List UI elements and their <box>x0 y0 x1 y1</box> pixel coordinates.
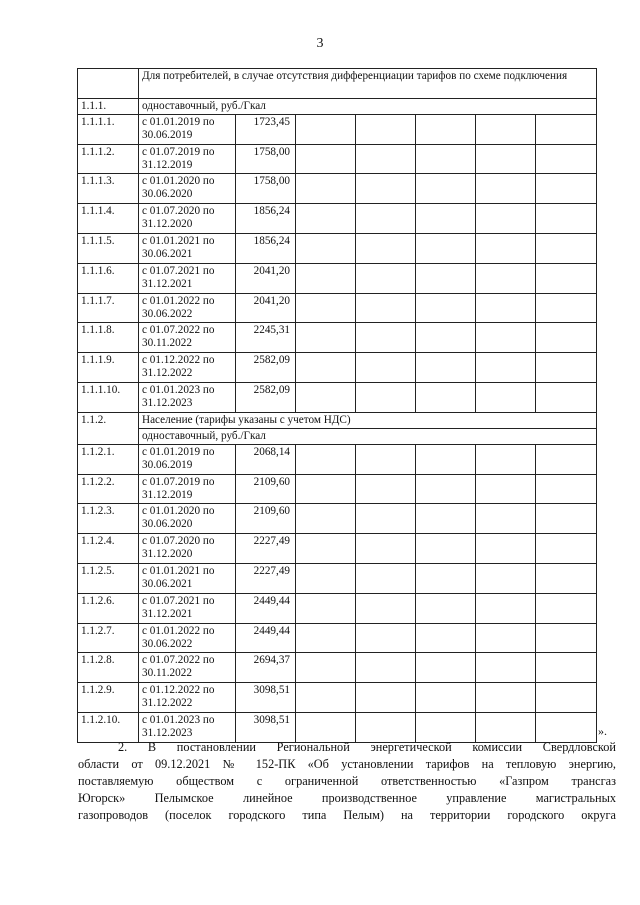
tariff-table <box>77 68 597 743</box>
empty-cell <box>536 114 597 144</box>
empty-cell <box>296 474 356 504</box>
row-value: 2109,60 <box>236 504 296 534</box>
empty-cell <box>356 444 416 474</box>
empty-cell <box>296 233 356 263</box>
empty-cell <box>416 474 476 504</box>
empty-cell <box>476 504 536 534</box>
empty-cell <box>356 204 416 234</box>
row-value: 2041,20 <box>236 263 296 293</box>
empty-cell <box>416 144 476 174</box>
empty-cell <box>416 593 476 623</box>
empty-cell <box>296 204 356 234</box>
row-period: с 01.01.2020 по 30.06.2020 <box>139 174 236 204</box>
empty-cell <box>296 174 356 204</box>
empty-cell <box>536 444 597 474</box>
empty-cell <box>296 653 356 683</box>
empty-cell <box>416 623 476 653</box>
table-row <box>78 653 597 683</box>
row-period: с 01.01.2021 по 30.06.2021 <box>139 233 236 263</box>
row-code: 1.1.2.8. <box>78 653 139 683</box>
row-period: с 01.01.2019 по 30.06.2019 <box>139 444 236 474</box>
empty-cell <box>536 683 597 713</box>
table-row <box>78 712 597 742</box>
empty-cell <box>476 382 536 412</box>
row-period: с 01.01.2023 по 31.12.2023 <box>139 712 236 742</box>
empty-cell <box>296 382 356 412</box>
group-code: 1.1.1. <box>78 98 139 114</box>
section-header-row <box>78 69 597 99</box>
table-row <box>78 263 597 293</box>
row-code: 1.1.1.1. <box>78 114 139 144</box>
empty-cell <box>476 534 536 564</box>
empty-cell <box>476 174 536 204</box>
empty-cell <box>356 293 416 323</box>
empty-cell <box>296 353 356 383</box>
row-code: 1.1.1.2. <box>78 144 139 174</box>
row-code: 1.1.2.9. <box>78 683 139 713</box>
row-code: 1.1.1.4. <box>78 204 139 234</box>
empty-cell <box>416 534 476 564</box>
table-row <box>78 174 597 204</box>
row-code: 1.1.1.6. <box>78 263 139 293</box>
empty-cell <box>416 263 476 293</box>
empty-cell <box>536 712 597 742</box>
table-row <box>78 474 597 504</box>
empty-cell <box>416 382 476 412</box>
row-period: с 01.07.2019 по 31.12.2019 <box>139 144 236 174</box>
empty-cell <box>476 683 536 713</box>
row-period: с 01.12.2022 по 31.12.2022 <box>139 353 236 383</box>
empty-cell <box>296 444 356 474</box>
empty-cell <box>296 683 356 713</box>
row-code: 1.1.2.3. <box>78 504 139 534</box>
empty-cell <box>476 293 536 323</box>
empty-cell <box>356 323 416 353</box>
row-code: 1.1.1.8. <box>78 323 139 353</box>
section-header: Для потребителей, в случае отсутствия дифференциации тарифов по схеме подключения <box>139 69 597 99</box>
empty-cell <box>476 712 536 742</box>
empty-cell <box>476 323 536 353</box>
closing-quote: ». <box>598 724 607 738</box>
empty-cell <box>416 233 476 263</box>
empty-cell <box>356 683 416 713</box>
empty-cell <box>416 293 476 323</box>
table-row <box>78 293 597 323</box>
empty-cell <box>356 504 416 534</box>
empty-cell <box>476 144 536 174</box>
empty-cell <box>416 504 476 534</box>
row-period: с 01.07.2022 по 30.11.2022 <box>139 653 236 683</box>
row-code: 1.1.1.3. <box>78 174 139 204</box>
row-period: с 01.01.2021 по 30.06.2021 <box>139 563 236 593</box>
empty-cell <box>536 623 597 653</box>
empty-cell <box>416 114 476 144</box>
empty-cell <box>356 474 416 504</box>
table-row <box>78 382 597 412</box>
empty-cell <box>416 683 476 713</box>
row-value: 2582,09 <box>236 353 296 383</box>
row-period: с 01.01.2023 по 31.12.2023 <box>139 382 236 412</box>
empty-cell <box>296 323 356 353</box>
empty-cell <box>356 593 416 623</box>
row-value: 2068,14 <box>236 444 296 474</box>
empty-cell <box>356 534 416 564</box>
empty-cell <box>476 474 536 504</box>
empty-cell <box>536 293 597 323</box>
empty-cell <box>296 563 356 593</box>
empty-cell <box>476 593 536 623</box>
paragraph-line: Югорск» Пелымское линейное производственное управление магистральных <box>78 791 616 805</box>
table-row <box>78 204 597 234</box>
empty-cell <box>536 174 597 204</box>
row-value: 2694,37 <box>236 653 296 683</box>
row-code: 1.1.2.5. <box>78 563 139 593</box>
empty-cell <box>356 114 416 144</box>
empty-cell <box>356 233 416 263</box>
page-number: 3 <box>316 36 324 51</box>
empty-cell <box>296 534 356 564</box>
table-row <box>78 683 597 713</box>
empty-cell <box>296 504 356 534</box>
row-value: 2227,49 <box>236 563 296 593</box>
empty-cell <box>476 653 536 683</box>
row-code: 1.1.2.4. <box>78 534 139 564</box>
row-period: с 01.07.2021 по 31.12.2021 <box>139 593 236 623</box>
table-row <box>78 623 597 653</box>
table-row <box>78 563 597 593</box>
row-code: 1.1.2.2. <box>78 474 139 504</box>
group-code: 1.1.2. <box>78 412 139 444</box>
paragraph-line: газопроводов (поселок городского типа Пелым) на территории городского округа <box>78 808 616 822</box>
empty-cell <box>416 204 476 234</box>
row-period: с 01.07.2019 по 31.12.2019 <box>139 474 236 504</box>
empty-cell <box>536 263 597 293</box>
empty-cell <box>476 263 536 293</box>
empty-cell <box>536 144 597 174</box>
row-period: с 01.01.2020 по 30.06.2020 <box>139 504 236 534</box>
table-row <box>78 144 597 174</box>
empty-cell <box>476 623 536 653</box>
empty-cell <box>296 293 356 323</box>
empty-cell <box>536 504 597 534</box>
row-value: 1723,45 <box>236 114 296 144</box>
body-paragraph <box>78 739 616 824</box>
table-row <box>78 233 597 263</box>
empty-cell <box>416 323 476 353</box>
empty-cell <box>296 114 356 144</box>
row-period: с 01.07.2020 по 31.12.2020 <box>139 534 236 564</box>
empty-cell <box>356 382 416 412</box>
paragraph-line: 2. В постановлении Региональной энергетической комиссии Свердловской <box>118 740 616 754</box>
table-row <box>78 593 597 623</box>
empty-cell <box>356 144 416 174</box>
empty-cell <box>416 353 476 383</box>
row-code: 1.1.2.10. <box>78 712 139 742</box>
empty-cell <box>416 174 476 204</box>
empty-cell <box>536 653 597 683</box>
table-row <box>78 353 597 383</box>
table-row <box>78 534 597 564</box>
empty-cell <box>536 563 597 593</box>
empty-cell <box>536 534 597 564</box>
row-value: 2041,20 <box>236 293 296 323</box>
paragraph-line: поставляемую обществом с ограниченной ответственностью «Газпром трансгаз <box>78 774 616 788</box>
empty-cell <box>416 444 476 474</box>
empty-cell <box>476 114 536 144</box>
row-value: 3098,51 <box>236 683 296 713</box>
group-title: Население (тарифы указаны с учетом НДС) <box>139 412 597 428</box>
table-row <box>78 323 597 353</box>
empty-cell <box>476 204 536 234</box>
row-period: с 01.12.2022 по 31.12.2022 <box>139 683 236 713</box>
empty-cell <box>536 382 597 412</box>
group-subtitle: одноставочный, руб./Гкал <box>139 428 597 444</box>
group-row <box>78 412 597 428</box>
empty-cell <box>416 712 476 742</box>
row-value: 2109,60 <box>236 474 296 504</box>
empty-cell <box>296 144 356 174</box>
empty-cell <box>476 563 536 593</box>
group-row <box>78 98 597 114</box>
row-code: 1.1.1.10. <box>78 382 139 412</box>
row-code: 1.1.2.6. <box>78 593 139 623</box>
blank-code-cell <box>78 69 139 99</box>
group-title: одноставочный, руб./Гкал <box>139 98 597 114</box>
empty-cell <box>296 623 356 653</box>
empty-cell <box>356 263 416 293</box>
empty-cell <box>416 653 476 683</box>
empty-cell <box>476 233 536 263</box>
empty-cell <box>296 263 356 293</box>
empty-cell <box>356 712 416 742</box>
group-subrow <box>78 428 597 444</box>
row-value: 2245,31 <box>236 323 296 353</box>
row-value: 2582,09 <box>236 382 296 412</box>
empty-cell <box>536 323 597 353</box>
row-value: 1758,00 <box>236 144 296 174</box>
row-period: с 01.07.2022 по 30.11.2022 <box>139 323 236 353</box>
row-code: 1.1.1.5. <box>78 233 139 263</box>
table-row <box>78 504 597 534</box>
row-value: 1856,24 <box>236 204 296 234</box>
empty-cell <box>356 563 416 593</box>
paragraph-line: области от 09.12.2021 № 152-ПК «Об установлении тарифов на тепловую энергию, <box>78 757 616 771</box>
table-row <box>78 444 597 474</box>
row-code: 1.1.2.7. <box>78 623 139 653</box>
row-value: 2227,49 <box>236 534 296 564</box>
row-period: с 01.01.2022 по 30.06.2022 <box>139 293 236 323</box>
row-code: 1.1.1.9. <box>78 353 139 383</box>
row-code: 1.1.2.1. <box>78 444 139 474</box>
empty-cell <box>296 712 356 742</box>
row-period: с 01.07.2020 по 31.12.2020 <box>139 204 236 234</box>
empty-cell <box>356 174 416 204</box>
row-period: с 01.01.2019 по 30.06.2019 <box>139 114 236 144</box>
empty-cell <box>536 204 597 234</box>
row-code: 1.1.1.7. <box>78 293 139 323</box>
empty-cell <box>356 623 416 653</box>
row-period: с 01.07.2021 по 31.12.2021 <box>139 263 236 293</box>
empty-cell <box>536 474 597 504</box>
empty-cell <box>476 353 536 383</box>
row-value: 3098,51 <box>236 712 296 742</box>
row-value: 1758,00 <box>236 174 296 204</box>
table-row <box>78 114 597 144</box>
row-value: 1856,24 <box>236 233 296 263</box>
empty-cell <box>536 233 597 263</box>
empty-cell <box>416 563 476 593</box>
empty-cell <box>356 653 416 683</box>
empty-cell <box>356 353 416 383</box>
row-value: 2449,44 <box>236 593 296 623</box>
empty-cell <box>476 444 536 474</box>
row-period: с 01.01.2022 по 30.06.2022 <box>139 623 236 653</box>
empty-cell <box>296 593 356 623</box>
row-value: 2449,44 <box>236 623 296 653</box>
empty-cell <box>536 593 597 623</box>
empty-cell <box>536 353 597 383</box>
